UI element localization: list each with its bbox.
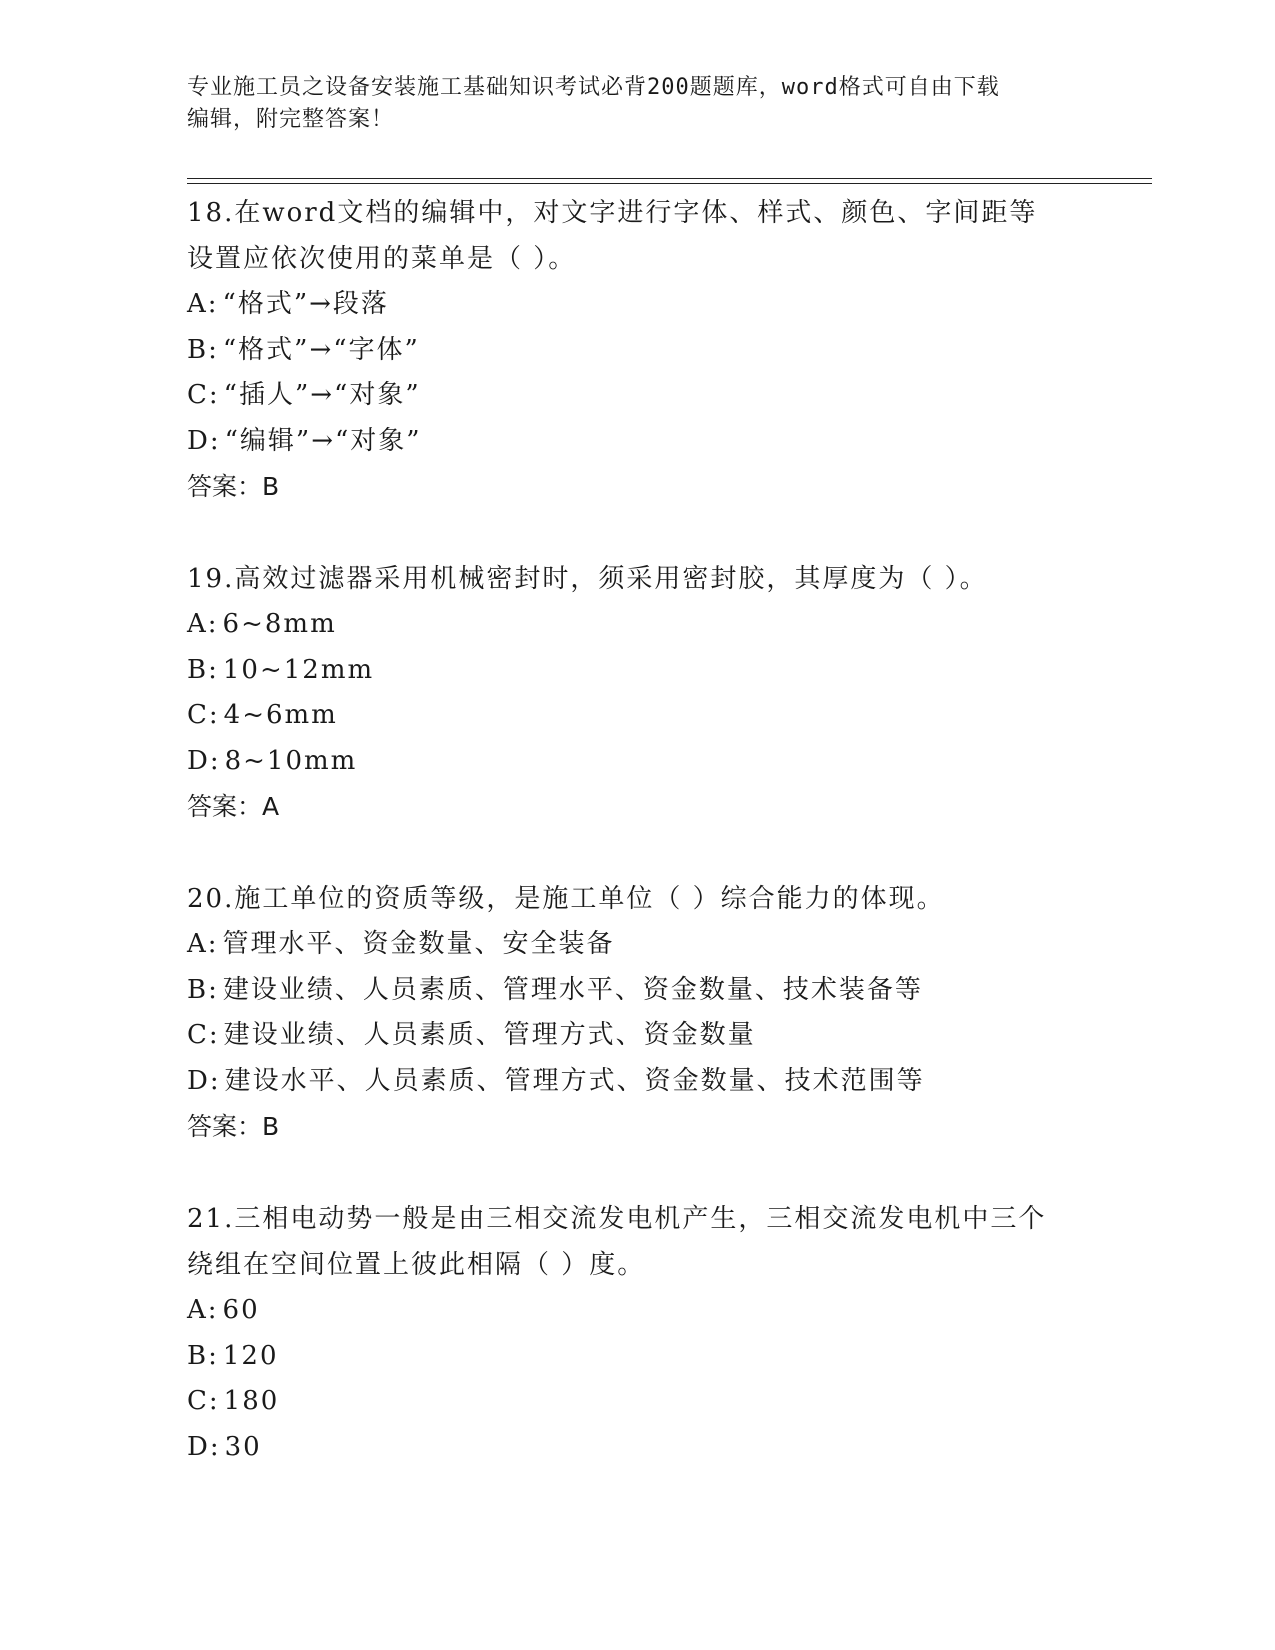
option-letter: D: (187, 745, 221, 776)
option-letter: C: (187, 1020, 220, 1050)
option-letter: D: (187, 425, 221, 456)
option-text: 60 (222, 1295, 260, 1325)
option-text: “插人”→“对象” (223, 380, 421, 410)
option-text: 管理水平、资金数量、安全装备 (222, 929, 615, 959)
option-text: 6~8mm (222, 609, 337, 639)
option-a (187, 1288, 1087, 1334)
option-text: 8~10mm (224, 745, 358, 776)
question-18 (187, 190, 1087, 510)
option-b (187, 968, 1087, 1014)
option-text: 30 (224, 1431, 262, 1462)
option-a (187, 602, 1087, 648)
option-c (187, 1379, 1087, 1425)
header-line-1: 专业施工员之设备安装施工基础知识考试必背200题题库，word格式可自由下载 (187, 75, 1000, 100)
answer-line: 答案：B (187, 472, 280, 501)
option-d (187, 419, 1087, 465)
question-19 (187, 556, 1087, 830)
option-c (187, 1013, 1087, 1059)
option-letter: B: (187, 654, 219, 685)
answer-line: 答案：A (187, 792, 280, 821)
option-letter: B: (187, 974, 219, 1005)
option-d (187, 1059, 1087, 1105)
option-c (187, 693, 1087, 739)
document-header (187, 72, 1067, 136)
option-letter: D: (187, 1065, 221, 1096)
option-letter: A: (187, 289, 219, 319)
option-text: “编辑”→“对象” (224, 425, 422, 456)
question-21 (187, 1196, 1087, 1470)
header-divider-bottom (187, 183, 1152, 184)
question-stem: 20.施工单位的资质等级，是施工单位（ ）综合能力的体现。 (187, 884, 945, 914)
option-text: 4~6mm (223, 700, 338, 730)
question-list (187, 190, 1087, 1516)
option-d (187, 1425, 1087, 1471)
header-line-2: 编辑，附完整答案！ (187, 107, 395, 132)
option-letter: A: (187, 929, 219, 959)
question-stem: 18.在word文档的编辑中，对文字进行字体、样式、颜色、字间距等 (187, 198, 1038, 228)
option-text: 建设业绩、人员素质、管理水平、资金数量、技术装备等 (222, 974, 923, 1005)
option-letter: A: (187, 1295, 219, 1325)
option-b (187, 648, 1087, 694)
option-letter: A: (187, 609, 219, 639)
option-c (187, 373, 1087, 419)
option-text: “格式”→“字体” (222, 334, 420, 365)
question-stem: 19.高效过滤器采用机械密封时，须采用密封胶，其厚度为（ ）。 (187, 564, 988, 594)
option-letter: C: (187, 700, 220, 730)
answer-line: 答案：B (187, 1112, 280, 1141)
option-letter: C: (187, 1386, 220, 1416)
header-divider-top (187, 178, 1152, 179)
question-stem-continued: 绕组在空间位置上彼此相隔（ ）度。 (187, 1250, 646, 1280)
option-letter: B: (187, 334, 219, 365)
option-letter: B: (187, 1340, 219, 1371)
option-b (187, 328, 1087, 374)
option-letter: D: (187, 1431, 221, 1462)
option-a (187, 922, 1087, 968)
question-stem: 21.三相电动势一般是由三相交流发电机产生，三相交流发电机中三个 (187, 1204, 1047, 1234)
question-stem-continued: 设置应依次使用的菜单是（ ）。 (187, 244, 577, 274)
option-text: 建设水平、人员素质、管理方式、资金数量、技术范围等 (224, 1065, 925, 1096)
option-text: 建设业绩、人员素质、管理方式、资金数量 (223, 1020, 756, 1050)
option-a (187, 282, 1087, 328)
option-text: 180 (223, 1386, 280, 1416)
question-20 (187, 876, 1087, 1150)
option-text: 10~12mm (222, 654, 375, 685)
option-text: 120 (222, 1340, 279, 1371)
option-b (187, 1334, 1087, 1380)
option-letter: C: (187, 380, 220, 410)
option-text: “格式”→段落 (222, 289, 389, 319)
option-d (187, 739, 1087, 785)
